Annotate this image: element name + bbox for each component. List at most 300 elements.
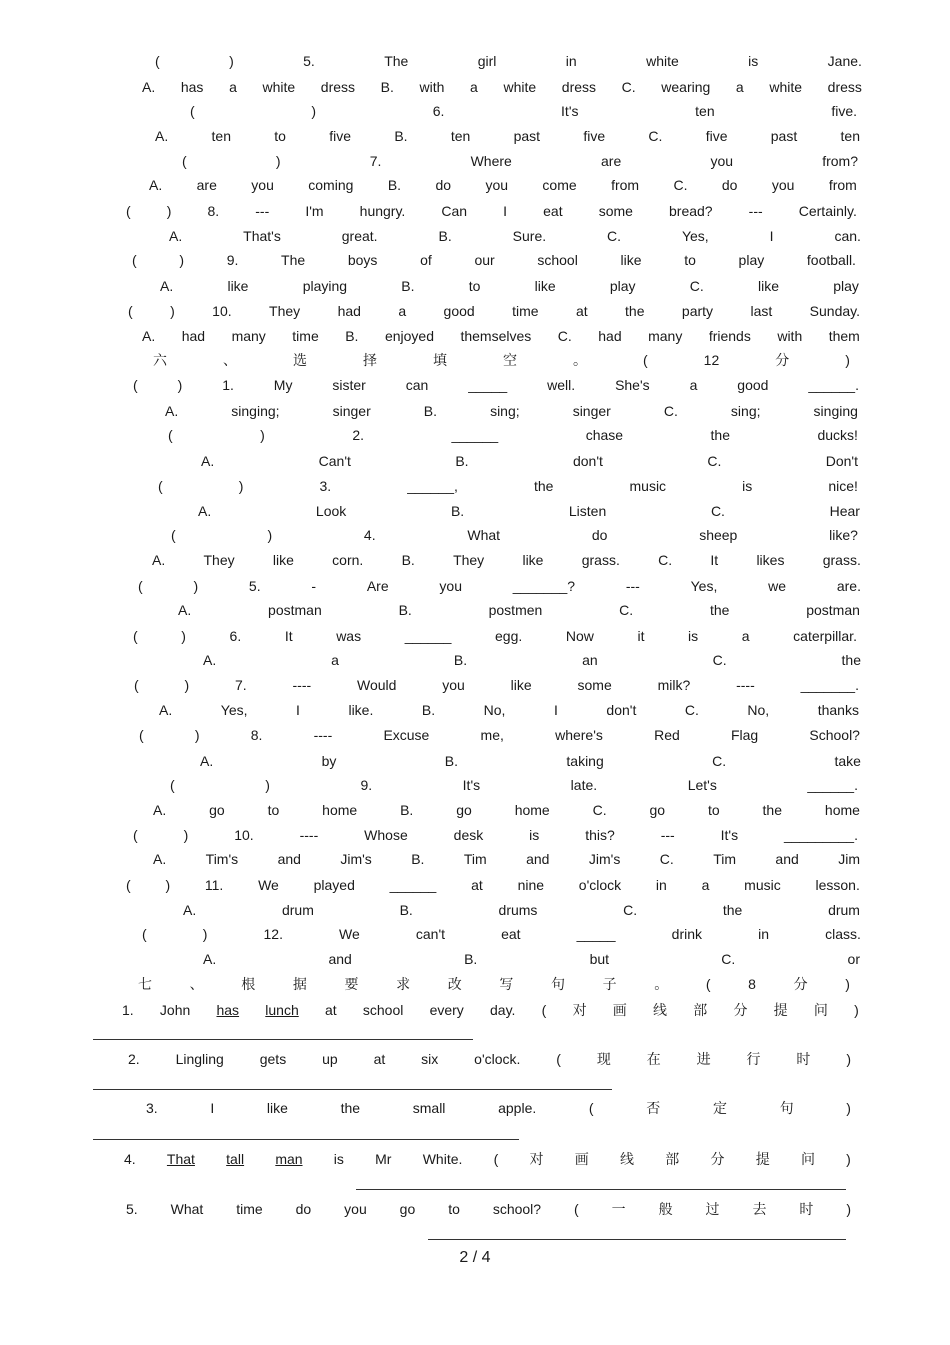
- text-line: [152, 550, 861, 570]
- text-line: [133, 626, 857, 646]
- word: (: [126, 877, 131, 893]
- word: 、: [189, 976, 204, 992]
- word: 过: [705, 1201, 720, 1217]
- word: great.: [341, 228, 378, 244]
- word: B.: [398, 602, 412, 618]
- text-line: [124, 1149, 851, 1169]
- word: past: [513, 128, 541, 144]
- text-line: [155, 126, 860, 146]
- word: late.: [570, 777, 598, 793]
- word: A.: [169, 228, 183, 244]
- word: hungry.: [359, 203, 406, 219]
- word: ): [166, 203, 172, 219]
- answer-line-4: [356, 1189, 846, 1190]
- word: a: [689, 377, 698, 393]
- word: gets: [259, 1051, 287, 1067]
- word: ducks!: [817, 427, 858, 443]
- word: do: [295, 1201, 312, 1217]
- word: Can: [441, 203, 468, 219]
- word: C.: [623, 902, 638, 918]
- word: to: [448, 1201, 460, 1217]
- text-line: [170, 775, 858, 795]
- text-line: [138, 974, 850, 994]
- text-line: [169, 226, 861, 246]
- word: ----: [292, 677, 312, 693]
- word: 进: [696, 1051, 711, 1067]
- word: a: [701, 877, 710, 893]
- word: up: [322, 1051, 338, 1067]
- word: Excuse: [383, 727, 430, 743]
- word: B.: [438, 228, 452, 244]
- word: A.: [201, 453, 215, 469]
- word: a: [470, 79, 478, 95]
- text-line: [171, 525, 858, 545]
- word: some: [577, 677, 612, 693]
- word: Look: [315, 503, 347, 519]
- word: -: [311, 578, 317, 594]
- word: ): [845, 352, 850, 368]
- word: had: [598, 328, 622, 344]
- word: from?: [822, 153, 858, 169]
- word: 4.: [124, 1151, 136, 1167]
- text-line: [190, 101, 857, 121]
- word: C.: [721, 951, 736, 967]
- answer-line-5: [428, 1239, 846, 1240]
- word: ): [846, 1201, 851, 1217]
- word: (: [134, 677, 139, 693]
- word: A.: [203, 951, 217, 967]
- word: 7.: [369, 153, 382, 169]
- word: to: [468, 278, 481, 294]
- word: had: [181, 328, 206, 344]
- word: ): [202, 926, 208, 942]
- text-line: [153, 350, 850, 370]
- word: five: [583, 128, 606, 144]
- word: nine: [517, 877, 545, 893]
- word: 句: [779, 1100, 794, 1116]
- word: 问: [800, 1151, 815, 1167]
- word: 8.: [250, 727, 263, 743]
- word: ---: [748, 203, 763, 219]
- word: dress: [561, 79, 597, 95]
- word: 六: [153, 352, 167, 368]
- word: at: [324, 1002, 337, 1018]
- text-line: [126, 201, 857, 221]
- word: Jane.: [827, 53, 862, 69]
- word: a: [741, 628, 750, 644]
- word: A.: [152, 552, 166, 568]
- word: 画: [574, 1151, 589, 1167]
- word: is: [748, 53, 759, 69]
- word: ______.: [808, 377, 859, 393]
- word: Yes,: [690, 578, 718, 594]
- word: and: [526, 851, 550, 867]
- word: at: [575, 303, 588, 319]
- word: C.: [707, 453, 722, 469]
- word: an: [582, 652, 598, 668]
- word: the: [722, 902, 743, 918]
- word: 线: [620, 1151, 634, 1167]
- word: A.: [159, 702, 173, 718]
- word: My: [273, 377, 293, 393]
- word: 7.: [235, 677, 247, 693]
- word: from: [611, 177, 640, 193]
- word: 8: [748, 976, 756, 992]
- word: postman: [268, 602, 322, 618]
- word: white: [503, 79, 537, 95]
- word: go: [209, 802, 225, 818]
- word: enjoyed: [384, 328, 434, 344]
- word: was: [336, 628, 362, 644]
- word: C.: [712, 753, 727, 769]
- word: you: [442, 677, 465, 693]
- word: thanks: [817, 702, 859, 718]
- word: postman: [806, 602, 860, 618]
- word: C.: [607, 228, 622, 244]
- word: 七: [138, 976, 152, 992]
- word: The: [384, 53, 409, 69]
- word: go: [649, 802, 666, 818]
- word: like: [227, 278, 249, 294]
- word: singing: [813, 403, 858, 419]
- word: good: [737, 377, 769, 393]
- word: C.: [684, 702, 699, 718]
- word: don't: [606, 702, 637, 718]
- word: milk?: [657, 677, 691, 693]
- word: where's: [555, 727, 603, 743]
- word: They: [453, 552, 485, 568]
- word: 对: [572, 1002, 587, 1018]
- word: ): [311, 103, 317, 119]
- word: coming: [308, 177, 354, 193]
- word: (: [705, 976, 711, 992]
- word: (: [133, 628, 138, 644]
- word: grass.: [581, 552, 620, 568]
- word: home: [824, 802, 860, 818]
- word: ): [193, 578, 199, 594]
- word: every: [429, 1002, 464, 1018]
- word: can: [405, 377, 429, 393]
- word: six: [421, 1051, 439, 1067]
- word: grass.: [822, 552, 861, 568]
- word: ): [238, 478, 244, 494]
- word: Hear: [829, 503, 860, 519]
- word: ): [170, 303, 175, 319]
- word: 1.: [122, 1002, 134, 1018]
- word: at: [471, 877, 483, 893]
- word: themselves: [460, 328, 532, 344]
- word: the: [841, 652, 861, 668]
- word: the: [762, 802, 783, 818]
- word: many: [231, 328, 266, 344]
- word: sheep: [699, 527, 738, 543]
- word: like: [534, 278, 556, 294]
- word: A.: [165, 403, 179, 419]
- word: John: [159, 1002, 191, 1018]
- word: 11.: [204, 877, 224, 893]
- word: like: [758, 278, 780, 294]
- word: B.: [401, 552, 415, 568]
- word: Whose: [364, 827, 408, 843]
- text-line: [128, 301, 860, 321]
- word: time: [512, 303, 539, 319]
- word: C.: [712, 652, 727, 668]
- word: drum: [828, 902, 860, 918]
- word: bread?: [669, 203, 713, 219]
- word: ten: [450, 128, 471, 144]
- word: C.: [648, 128, 663, 144]
- word: you: [251, 177, 274, 193]
- word: tall: [226, 1151, 245, 1167]
- word: five: [329, 128, 352, 144]
- word: I: [296, 702, 300, 718]
- word: C.: [710, 503, 725, 519]
- word: apple.: [498, 1100, 537, 1116]
- word: Sunday.: [809, 303, 860, 319]
- word: (: [643, 352, 648, 368]
- word: egg.: [495, 628, 523, 644]
- word: _________.: [784, 827, 858, 843]
- word: 画: [612, 1002, 627, 1018]
- word: I: [553, 702, 558, 718]
- word: postmen: [488, 602, 543, 618]
- word: B.: [455, 453, 469, 469]
- word: from: [828, 177, 857, 193]
- word: B.: [444, 753, 459, 769]
- word: play: [738, 252, 765, 268]
- word: (: [133, 827, 138, 843]
- word: 9.: [226, 252, 239, 268]
- word: and: [328, 951, 352, 967]
- word: party: [681, 303, 714, 319]
- word: chase: [585, 427, 624, 443]
- word: _____: [468, 377, 508, 393]
- word: small: [412, 1100, 446, 1116]
- word: 求: [396, 976, 411, 992]
- word: 部: [693, 1002, 708, 1018]
- text-line: [146, 1098, 851, 1118]
- word: No,: [483, 702, 506, 718]
- word: music: [629, 478, 667, 494]
- word: singer: [572, 403, 611, 419]
- word: has: [180, 79, 204, 95]
- word: 。: [573, 352, 587, 368]
- word: C.: [673, 177, 688, 193]
- word: Certainly.: [798, 203, 857, 219]
- word: like: [510, 677, 532, 693]
- word: She's: [615, 377, 650, 393]
- word: 分: [733, 1002, 748, 1018]
- word: by: [321, 753, 337, 769]
- text-line: [142, 77, 862, 97]
- word: White.: [422, 1151, 463, 1167]
- word: A.: [183, 902, 197, 918]
- word: B.: [394, 128, 408, 144]
- word: play: [609, 278, 636, 294]
- word: (: [138, 578, 143, 594]
- word: 12: [703, 352, 720, 368]
- word: time: [292, 328, 319, 344]
- word: Yes,: [681, 228, 709, 244]
- word: It's: [462, 777, 481, 793]
- text-line: [203, 650, 861, 670]
- word: or: [847, 951, 860, 967]
- word: (: [128, 303, 133, 319]
- word: Jim: [838, 851, 860, 867]
- word: _____: [576, 926, 616, 942]
- word: C.: [619, 602, 634, 618]
- word: ______: [451, 427, 499, 443]
- word: C.: [557, 328, 572, 344]
- word: ten: [211, 128, 231, 144]
- word: 6.: [432, 103, 445, 119]
- word: (: [190, 103, 195, 119]
- text-line: [178, 600, 860, 620]
- word: football.: [806, 252, 856, 268]
- word: you: [439, 578, 462, 594]
- word: 。: [654, 976, 669, 992]
- text-line: [203, 949, 860, 969]
- word: last: [750, 303, 773, 319]
- word: 分: [710, 1151, 725, 1167]
- word: with: [777, 328, 803, 344]
- word: with: [419, 79, 445, 95]
- word: Would: [357, 677, 397, 693]
- word: like: [266, 1100, 288, 1116]
- word: at: [373, 1051, 386, 1067]
- word: school?: [492, 1201, 542, 1217]
- word: Mr: [375, 1151, 392, 1167]
- word: are: [196, 177, 217, 193]
- text-line: [126, 875, 860, 895]
- word: 2.: [352, 427, 364, 443]
- word: sing;: [730, 403, 761, 419]
- text-line: [142, 326, 860, 346]
- word: That's: [243, 228, 281, 244]
- word: go: [456, 802, 472, 818]
- answer-line-1: [93, 1039, 473, 1040]
- word: home: [322, 802, 358, 818]
- word: It: [710, 552, 719, 568]
- word: (: [588, 1100, 594, 1116]
- word: Lingling: [175, 1051, 224, 1067]
- word: but: [589, 951, 610, 967]
- word: The: [281, 252, 306, 268]
- word: eat: [543, 203, 563, 219]
- answer-line-2: [93, 1089, 612, 1090]
- text-line: [126, 1199, 851, 1219]
- text-line: [122, 1000, 859, 1020]
- word: likes: [756, 552, 785, 568]
- word: ): [275, 153, 281, 169]
- word: Yes,: [220, 702, 248, 718]
- word: day.: [490, 1002, 516, 1018]
- word: (: [133, 377, 138, 393]
- word: good: [443, 303, 475, 319]
- word: B.: [423, 403, 438, 419]
- word: Flag: [730, 727, 759, 743]
- word: is: [333, 1151, 344, 1167]
- word: man: [275, 1151, 303, 1167]
- word: ----: [299, 827, 319, 843]
- word: No,: [747, 702, 770, 718]
- text-line: [155, 51, 862, 71]
- word: nice!: [828, 478, 858, 494]
- word: lunch: [265, 1002, 299, 1018]
- word: (: [170, 777, 175, 793]
- word: A.: [198, 503, 212, 519]
- word: Tim's: [205, 851, 239, 867]
- page-number: 2 / 4: [459, 1249, 491, 1266]
- word: them: [828, 328, 860, 344]
- word: B.: [400, 802, 414, 818]
- text-line: [182, 151, 858, 171]
- word: time: [236, 1201, 263, 1217]
- word: is: [742, 478, 753, 494]
- word: 10.: [234, 827, 254, 843]
- text-line: [132, 250, 856, 270]
- word: five: [705, 128, 728, 144]
- word: A.: [178, 602, 192, 618]
- word: 现: [596, 1051, 611, 1067]
- word: ): [846, 1051, 851, 1067]
- word: singing;: [231, 403, 280, 419]
- word: 8.: [207, 203, 220, 219]
- word: 3.: [319, 478, 332, 494]
- word: A.: [142, 79, 156, 95]
- word: 写: [499, 976, 514, 992]
- word: A.: [153, 802, 167, 818]
- word: come: [542, 177, 577, 193]
- word: (: [168, 427, 173, 443]
- word: to: [267, 802, 280, 818]
- word: ): [265, 777, 270, 793]
- word: B.: [411, 851, 425, 867]
- word: dress: [827, 79, 862, 95]
- word: to: [684, 252, 696, 268]
- word: B.: [345, 328, 359, 344]
- word: (: [556, 1051, 561, 1067]
- word: It's: [561, 103, 579, 119]
- word: corn.: [332, 552, 364, 568]
- word: had: [337, 303, 361, 319]
- word: _______?: [512, 578, 576, 594]
- text-line: [168, 425, 858, 445]
- word: (: [541, 1002, 547, 1018]
- text-line: [139, 725, 860, 745]
- word: to: [274, 128, 286, 144]
- word: A.: [203, 652, 217, 668]
- word: class.: [825, 926, 861, 942]
- word: o'clock.: [474, 1051, 521, 1067]
- word: and: [775, 851, 799, 867]
- word: desk: [453, 827, 484, 843]
- word: C.: [659, 851, 674, 867]
- word: in: [565, 53, 577, 69]
- word: C.: [621, 79, 636, 95]
- word: white: [262, 79, 296, 95]
- word: do: [721, 177, 738, 193]
- word: C.: [592, 802, 607, 818]
- word: School?: [809, 727, 860, 743]
- word: can't: [415, 926, 446, 942]
- text-line: [153, 849, 860, 869]
- word: _______.: [800, 677, 859, 693]
- word: in: [758, 926, 769, 942]
- word: taking: [566, 753, 604, 769]
- word: ): [229, 53, 234, 69]
- word: of: [420, 252, 432, 268]
